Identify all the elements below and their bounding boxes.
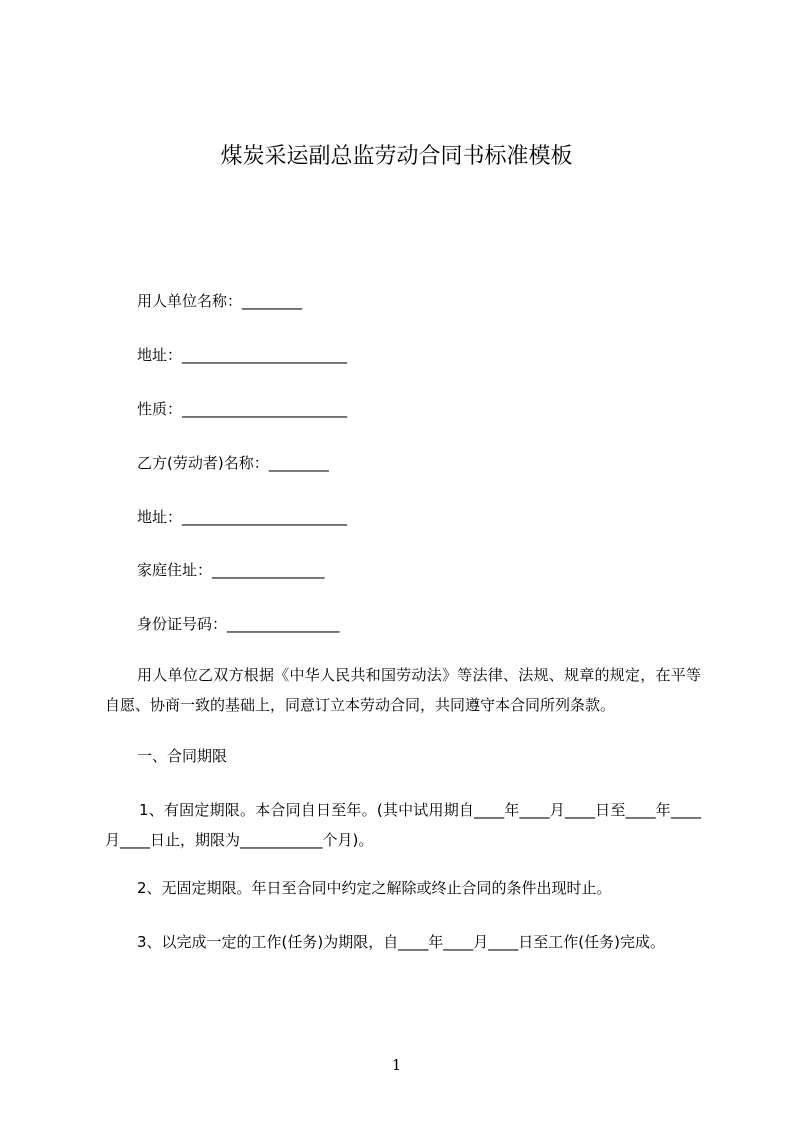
home-address-field: 家庭住址：_______________ [137, 561, 325, 579]
employer-name-field: 用人单位名称：________ [137, 292, 303, 310]
employee-address-field: 地址：______________________ [137, 508, 348, 526]
employer-address-field: 地址：______________________ [137, 346, 348, 364]
clause-fixed-term: 1、有固定期限。本合同自日至年。(其中试用期自____年____月____日至____年____月____日止，期限为___________个月)。 [105, 801, 701, 849]
clause-open-term: 2、无固定期限。年日至合同中约定之解除或终止合同的条件出现时止。 [137, 879, 612, 897]
id-number-field: 身份证号码：_______________ [137, 615, 340, 633]
clause-task-term: 3、以完成一定的工作(任务)为期限，自____年____月____日至工作(任务)完成。 [137, 933, 665, 951]
employee-name-field: 乙方(劳动者)名称：________ [137, 454, 329, 472]
section-heading-term: 一、合同期限 [137, 747, 228, 765]
page-number: 1 [391, 1056, 402, 1074]
document-title: 煤炭采运副总监劳动合同书标准模板 [220, 144, 573, 169]
preamble-paragraph: 用人单位乙双方根据《中华人民共和国劳动法》等法律、法规、规章的规定，在平等自愿、协商一致的基础上，同意订立本劳动合同，共同遵守本合同所列条款。 [105, 666, 701, 714]
employer-nature-field: 性质：______________________ [137, 400, 348, 418]
